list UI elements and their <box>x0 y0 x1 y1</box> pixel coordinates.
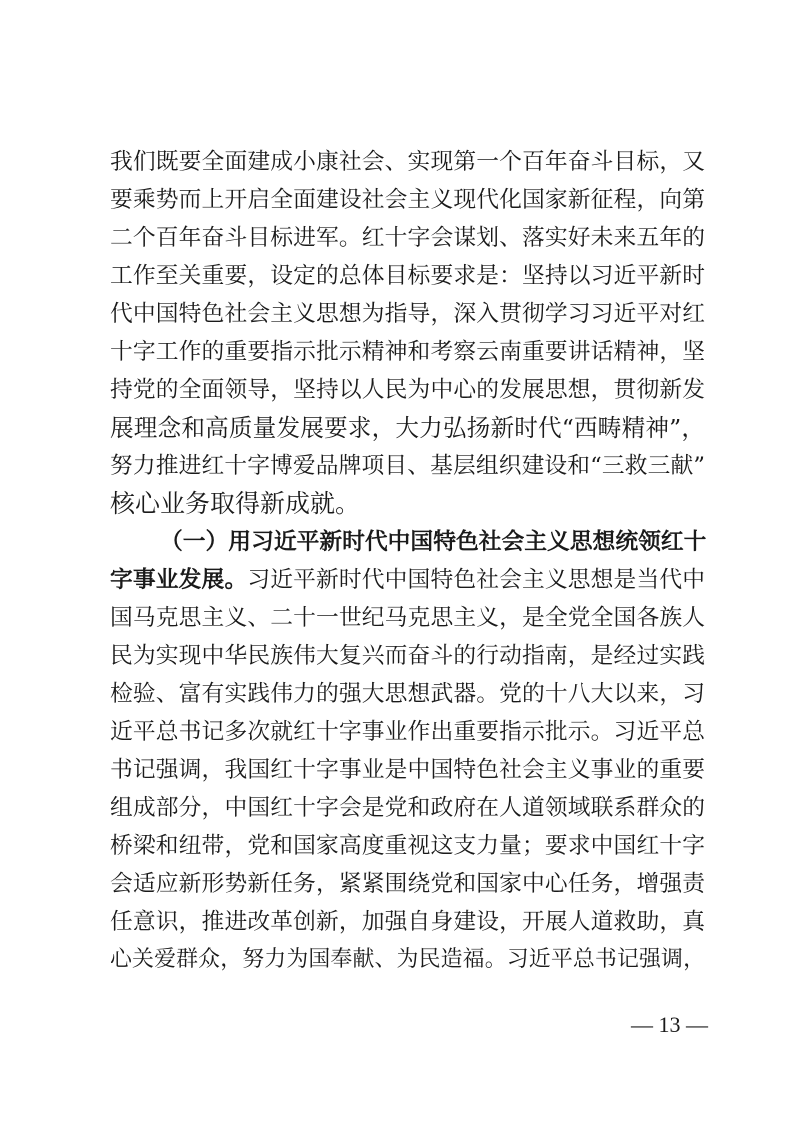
text-line: 近平总书记多次就红十字事业作出重要指示批示。习近平总 <box>110 719 705 745</box>
text-line: 展理念和高质量发展要求，大力弘扬新时代“西畴精神”， <box>110 414 705 442</box>
text-line: 国马克思主义、二十一世纪马克思主义，是全党全国各族人 <box>110 605 705 631</box>
text-line: 民为实现中华民族伟大复兴而奋斗的行动指南，是经过实践 <box>110 643 705 669</box>
text-line: 组成部分，中国红十字会是党和政府在人道领域联系群众的 <box>110 795 705 821</box>
text-line: 工作至关重要，设定的总体目标要求是：坚持以习近平新时 <box>110 263 705 289</box>
text-line: 持党的全面领导，坚持以人民为中心的发展思想，贯彻新发 <box>110 377 705 403</box>
text-line: 桥梁和纽带，党和国家高度重视这支力量；要求中国红十字 <box>110 833 705 859</box>
section-text: 习近平新时代中国特色社会主义思想是当代中 <box>247 567 705 593</box>
text-line: 我们既要全面建成小康社会、实现第一个百年奋斗目标，又 <box>110 149 705 175</box>
text-line: 努力推进红十字博爱品牌项目、基层组织建设和“三救三献” <box>110 453 705 479</box>
text-line: 心关爱群众，努力为国奉献、为民造福。习近平总书记强调， <box>110 947 705 972</box>
page-number: — 13 — <box>631 1012 708 1037</box>
body-text <box>110 143 705 979</box>
text-line: 任意识，推进改革创新，加强自身建设，开展人道救助，真 <box>110 909 705 935</box>
section-heading-line: （一）用习近平新时代中国特色社会主义思想统领红十 <box>160 529 707 555</box>
text-line: 要乘势而上开启全面建设社会主义现代化国家新征程，向第 <box>110 187 705 213</box>
text-line: 检验、富有实践伟力的强大思想武器。党的十八大以来，习 <box>110 681 705 707</box>
section-heading-end: 字事业发展。 <box>110 567 248 593</box>
text-line: 二个百年奋斗目标进军。红十字会谋划、落实好未来五年的 <box>110 225 705 251</box>
text-line: 书记强调，我国红十字事业是中国特色社会主义事业的重要 <box>110 757 705 783</box>
text-line: 代中国特色社会主义思想为指导，深入贯彻学习习近平对红 <box>110 301 705 327</box>
text-line: 会适应新形势新任务，紧紧围绕党和国家中心任务，增强责 <box>110 871 705 897</box>
text-line: 核心业务取得新成就。 <box>110 489 361 518</box>
text-line: 十字工作的重要指示批示精神和考察云南重要讲话精神，坚 <box>110 339 705 365</box>
text-line <box>110 561 705 599</box>
